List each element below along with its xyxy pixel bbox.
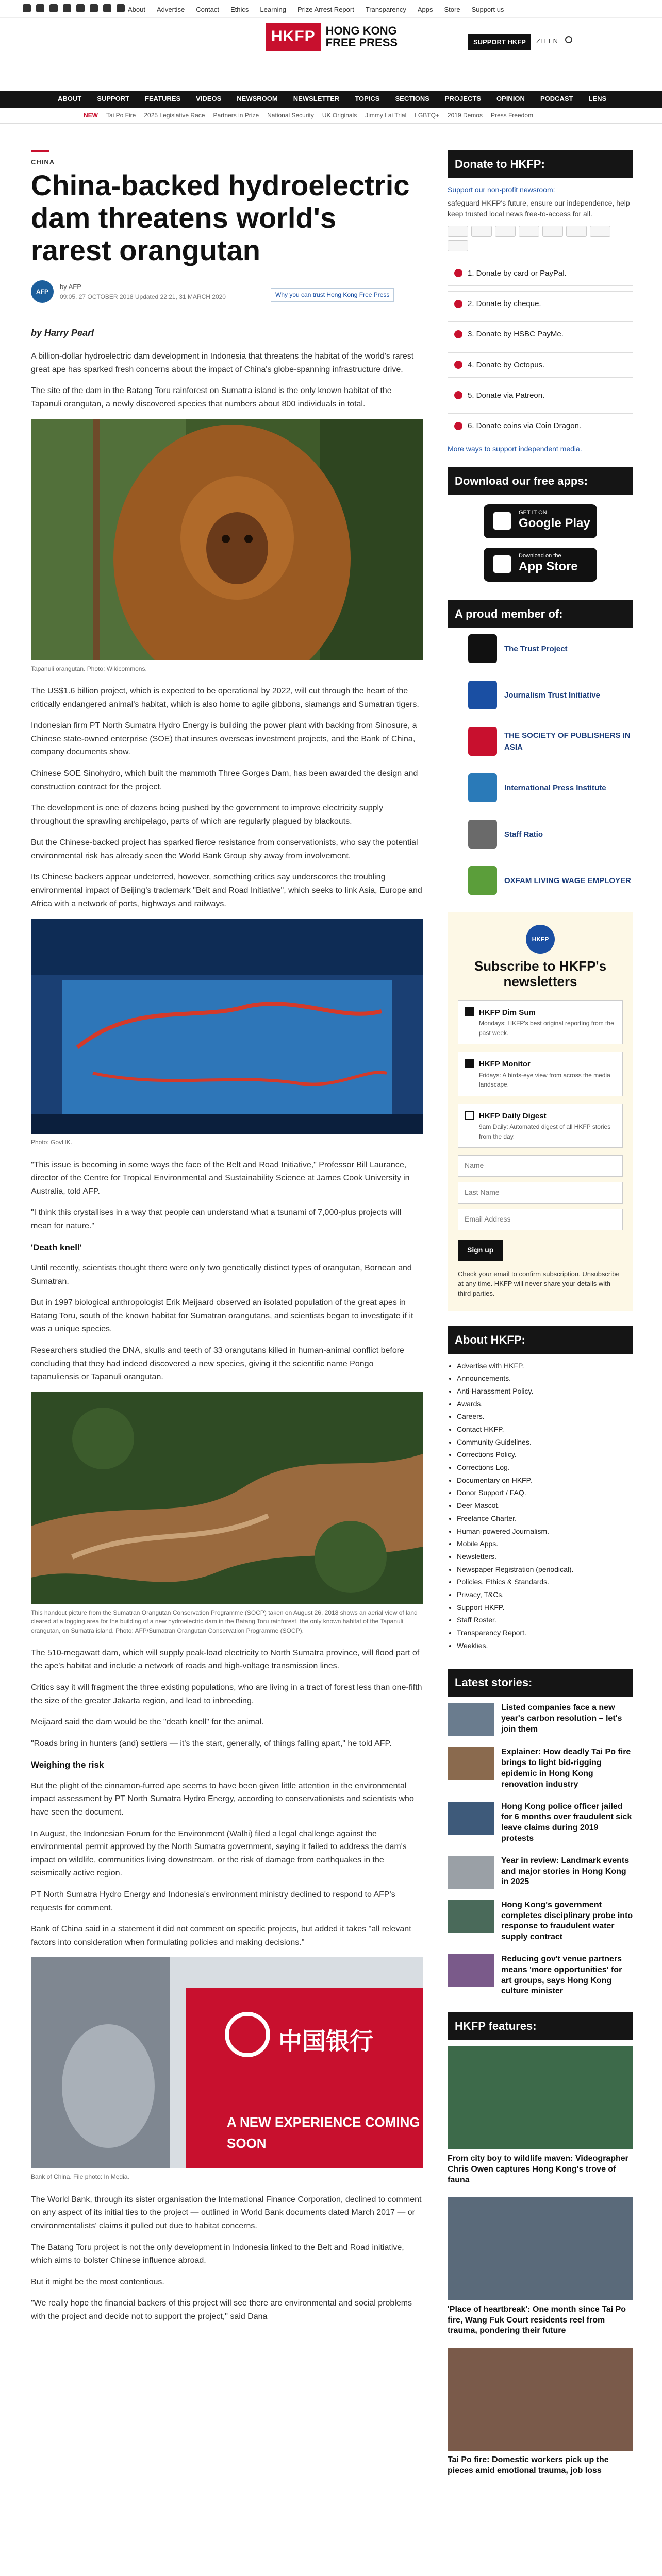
about-link[interactable]: • Weeklies. — [457, 1640, 633, 1652]
article-paragraph: Until recently, scientists thought there were only two genetically distinct types of orangutan, Bornean and Sumatran. — [31, 1263, 412, 1286]
newsletter-option[interactable] — [458, 1052, 623, 1096]
member-name: Staff Ratio — [504, 829, 543, 839]
newsletter-option-desc: Mondays: HKFP's best original reporting from the past week. — [479, 1020, 614, 1037]
about-link[interactable]: • Support HKFP. — [457, 1602, 633, 1614]
app-store-line1: Download on the — [519, 553, 561, 560]
about-link[interactable]: • Staff Roster. — [457, 1615, 633, 1626]
more-ways-link[interactable]: More ways to support independent media. — [448, 445, 582, 453]
article-paragraph: The Batang Toru project is not the only development in Indonesia linked to the Belt and Road initiative, which aims to bolster Chinese influence abroad. — [31, 2243, 404, 2265]
story-title[interactable]: Listed companies face a new year's carbon resolution – let's join them — [501, 1703, 622, 1734]
image-caption-3: This handout picture from the Sumatran Orangutan Conservation Programme (SOCP) taken on August 26, 2018 shows an aerial view of land cleared at a logging area for the building of a new hydroelectric dam in the Batang Toru rainforest, the only known habitat of the Tapanuli orangutan, on Sumatra island. Photo: AFP/Sumatran Orangutan Conservation Programme (SOCP). — [31, 1608, 418, 1634]
paragraph-group-1 — [31, 350, 423, 411]
threads-icon[interactable] — [63, 4, 71, 12]
newsletter-checkbox[interactable] — [465, 1059, 474, 1068]
newsletter-title: Subscribe to HKFP's newsletters — [474, 958, 607, 990]
member-logo — [468, 773, 497, 802]
latest-story[interactable] — [448, 1802, 633, 1844]
article-paragraph: But in 1997 biological anthropologist Erik Meijaard observed an isolated population of the great apes in Batang Toru, south of the known habitat for Sumatran orangutans, and scientists began to investigate if it was a unique species. — [31, 1298, 413, 1334]
subheading-weighing-risk: Weighing the risk — [31, 1760, 104, 1770]
facebook-icon[interactable] — [23, 4, 31, 12]
newsletter-option-desc: 9am Daily: Automated digest of all HKFP stories from the day. — [479, 1123, 611, 1140]
newsletter-option-title: HKFP Monitor — [479, 1060, 531, 1069]
apps-title: Download our free apps: — [448, 467, 633, 495]
article-headline: China-backed hydroelectric dam threatens world's rarest orangutan — [31, 169, 410, 266]
newsletter-checkbox[interactable] — [465, 1111, 474, 1120]
member-title: A proud member of: — [448, 600, 633, 628]
top-link[interactable]: Advertise — [156, 6, 185, 13]
feature-story[interactable] — [448, 2046, 633, 2185]
paragraph-group-7 — [31, 2193, 423, 2324]
donate-option[interactable] — [448, 321, 633, 347]
feature-title[interactable]: From city boy to wildlife maven: Videographer Chris Owen captures Hong Kong's trove of fauna — [448, 2154, 628, 2184]
article-paragraph: Chinese SOE Sinohydro, which built the mammoth Three Gorges Dam, has been awarded the design and construction contract for the project. — [31, 769, 418, 791]
kicker-bar — [31, 150, 49, 152]
trending-item[interactable]: Jimmy Lai Trial — [365, 112, 407, 120]
nav-item[interactable]: SUPPORT — [97, 94, 130, 103]
article-paragraph: The US$1.6 billion project, which is expected to be operational by 2022, will cut through the heart of the critically endangered animal's habitat, which is also home to agile gibbons, siamangs and Sumatran tigers. — [31, 686, 419, 709]
latest-title: Latest stories: — [448, 1669, 633, 1697]
article-paragraph: Researchers studied the DNA, skulls and teeth of 33 orangutans killed in human-animal conflict before concluding that they had indeed discovered a new species, giving it the scientific name Pongo tapanuliensis or Tapanuli orangutan. — [31, 1346, 404, 1382]
nav-item[interactable]: PROJECTS — [444, 94, 482, 103]
donate-option-icon — [454, 330, 462, 338]
member-item[interactable] — [468, 634, 633, 663]
nav-item[interactable]: NEWSLETTER — [293, 94, 340, 103]
paragraph-group-4 — [31, 1262, 423, 1384]
about-link[interactable]: • Anti-Harassment Policy. — [457, 1386, 633, 1397]
why-trust-link[interactable]: Why you can trust Hong Kong Free Press — [271, 288, 394, 302]
member-name: Journalism Trust Initiative — [504, 690, 600, 700]
youtube-icon[interactable] — [90, 4, 98, 12]
donate-option-label: 5. Donate via Patreon. — [468, 391, 545, 400]
lang-en[interactable]: EN — [549, 37, 558, 45]
bluesky-icon[interactable] — [76, 4, 85, 12]
sign-up-button[interactable]: Sign up — [458, 1240, 503, 1261]
about-link[interactable]: • Freelance Charter. — [457, 1513, 633, 1524]
donate-option-icon — [454, 391, 462, 399]
story-title[interactable]: Explainer: How deadly Tai Po fire brings to light bid-rigging epidemic in Hong Kong renovation industry — [501, 1748, 631, 1789]
author-avatar[interactable]: AFP — [31, 280, 54, 303]
app-store-line2: App Store — [519, 560, 578, 574]
google-play-button[interactable] — [484, 504, 597, 538]
instagram-icon[interactable] — [49, 4, 58, 12]
about-link[interactable]: • Human-powered Journalism. — [457, 1526, 633, 1537]
about-link[interactable]: • Community Guidelines. — [457, 1437, 633, 1448]
about-link[interactable]: • Corrections Policy. — [457, 1449, 633, 1461]
nav-item[interactable]: PODCAST — [540, 94, 573, 103]
member-name: THE SOCIETY OF PUBLISHERS IN ASIA — [504, 731, 631, 752]
member-name: International Press Institute — [504, 783, 606, 792]
article-paragraph: The 510-megawatt dam, which will supply peak-load electricity to North Sumatra province, will flood part of the ape's habitat and include a network of roads and high-voltage transmission lines. — [31, 1648, 420, 1671]
logo-text — [326, 25, 398, 48]
about-link[interactable]: • Contact HKFP. — [457, 1424, 633, 1435]
googlepay-icon — [566, 226, 587, 237]
image-caption-2: Photo: GovHK. — [31, 1139, 73, 1146]
newsletter-options — [458, 1000, 623, 1148]
search-input[interactable] — [598, 4, 634, 13]
story-title[interactable]: Hong Kong police officer jailed for 6 months over fraudulent sick leave claims during 2019 protests — [501, 1802, 632, 1843]
trending-bar — [0, 108, 662, 124]
about-link[interactable]: • Documentary on HKFP. — [457, 1475, 633, 1486]
nav-item[interactable]: NEWSROOM — [237, 94, 278, 103]
member-item[interactable] — [468, 773, 633, 802]
byline — [31, 278, 423, 306]
lang-zh[interactable]: ZH — [536, 37, 545, 45]
donate-option-icon — [454, 361, 462, 369]
logo-line1: HONG KONG — [325, 24, 397, 38]
feature-image[interactable] — [448, 2348, 633, 2451]
article-paragraph: But it might be the most contentious. — [31, 2277, 164, 2286]
donate-option[interactable] — [448, 413, 633, 438]
email-icon[interactable] — [103, 4, 111, 12]
top-strip — [0, 0, 662, 18]
mastercard-icon — [448, 226, 468, 237]
social-links — [23, 4, 125, 12]
orangutan-photo — [31, 419, 423, 660]
article-paragraph: In August, the Indonesian Forum for the Environment (Walhi) filed a legal challenge against the environmental permit approved by the North Sumatra government, saying it failed to address the dam's impact on wildlife, communities living downstream, or the risk of damage from earthquakes in the seismically active region. — [31, 1829, 407, 1878]
trending-item[interactable]: UK Originals — [322, 112, 357, 120]
about-link[interactable]: • Policies, Ethics & Standards. — [457, 1577, 633, 1588]
rss-icon[interactable] — [117, 4, 125, 12]
article-paragraph: But the Chinese-backed project has sparked fierce resistance from conservationists, who say the potential environmental risk has already seen the World Bank Group shy away from involvement. — [31, 838, 418, 860]
article-paragraph: A billion-dollar hydroelectric dam development in Indonesia that threatens the habitat of the world's rarest great ape has sparked fresh concerns about the impact of China's globe-spanning infrastructure drive. — [31, 352, 414, 374]
trending-label: NEW — [84, 112, 98, 120]
member-list — [448, 634, 633, 895]
latest-stories — [448, 1703, 633, 1997]
octopus-icon — [448, 240, 468, 251]
amex-icon — [495, 226, 516, 237]
top-links — [128, 5, 504, 15]
about-list — [448, 1361, 633, 1652]
member-name: OXFAM LIVING WAGE EMPLOYER — [504, 876, 631, 885]
story-title[interactable]: Year in review: Landmark events and major stories in Hong Kong in 2025 — [501, 1856, 630, 1887]
story-title[interactable]: Hong Kong's government completes disciplinary probe into response to fraudulent water supply contract — [501, 1900, 633, 1942]
member-item[interactable] — [468, 681, 633, 709]
story-thumbnail[interactable] — [448, 1802, 494, 1835]
email-input[interactable]: Email Address — [458, 1209, 623, 1230]
latest-story[interactable] — [448, 1900, 633, 1943]
about-link[interactable]: • Transparency Report. — [457, 1628, 633, 1639]
latest-story[interactable] — [448, 1856, 633, 1889]
top-link[interactable]: Support us — [471, 6, 504, 13]
payment-methods — [448, 226, 633, 251]
article-paragraph: Bank of China said in a statement it did not comment on specific projects, but added it takes "all relevant factors into consideration when formulating policies and making decisions." — [31, 1925, 411, 1947]
nav-item[interactable]: TOPICS — [355, 94, 380, 103]
top-link[interactable]: Contact — [196, 6, 219, 13]
article-author: by Harry Pearl — [31, 328, 94, 338]
about-link[interactable]: • Mobile Apps. — [457, 1538, 633, 1550]
member-item[interactable] — [468, 820, 633, 849]
byline-dates: 09:05, 27 OCTOBER 2018 Updated 22:21, 31 MARCH 2020 — [60, 293, 226, 301]
paragraph-group-6 — [31, 1780, 423, 1950]
aerial-logging-photo — [31, 1392, 423, 1604]
google-play-icon — [493, 512, 511, 530]
about-link[interactable]: • Donor Support / FAQ. — [457, 1487, 633, 1499]
about-link[interactable]: • Careers. — [457, 1411, 633, 1422]
newsletter-option-title: HKFP Dim Sum — [479, 1008, 536, 1017]
paragraph-group-3 — [31, 1159, 423, 1233]
belt-road-map-photo — [31, 919, 423, 1134]
top-link[interactable]: Store — [444, 6, 460, 13]
paragraph-group-5 — [31, 1647, 423, 1751]
features-title: HKFP features: — [448, 2012, 633, 2040]
member-logo — [468, 634, 497, 663]
feature-title[interactable]: 'Place of heartbreak': One month since Tai Po fire, Wang Fuk Court residents reel from trauma, pondering their future — [448, 2304, 626, 2335]
donate-option-icon — [454, 422, 462, 430]
top-link[interactable]: Ethics — [230, 6, 249, 13]
newsletter-option-title: HKFP Daily Digest — [479, 1111, 547, 1121]
bank-of-china-image — [31, 1957, 423, 2168]
donate-option-icon — [454, 269, 462, 277]
donate-option[interactable] — [448, 352, 633, 378]
trending-item[interactable]: National Security — [267, 112, 314, 120]
feature-story[interactable] — [448, 2348, 633, 2477]
article-paragraph: Meijaard said the dam would be the "death knell" for the animal. — [31, 1718, 264, 1727]
member-logo — [468, 866, 497, 895]
trending-item[interactable]: LGBTQ+ — [415, 112, 439, 120]
latest-story[interactable] — [448, 1747, 633, 1790]
donate-text: safeguard HKFP's future, ensure our independence, help keep trusted local news free-to-access for all. — [448, 198, 630, 218]
article-paragraph: "We really hope the financial backers of this project will see there are environmental and social problems with the project and decide not to support the project," said Dana — [31, 2299, 412, 2321]
google-play-line2: Google Play — [519, 516, 590, 531]
donate-option-icon — [454, 300, 462, 308]
main-nav — [0, 90, 662, 108]
feature-story[interactable] — [448, 2197, 633, 2336]
masthead — [0, 18, 662, 91]
donate-options — [448, 261, 633, 439]
latest-story[interactable] — [448, 1703, 633, 1736]
apple-icon — [493, 555, 511, 573]
donate-support-link[interactable]: Support our non-profit newsroom: — [448, 185, 555, 194]
newsletter-box — [448, 912, 633, 1311]
trending-item[interactable]: 2019 Demos — [447, 112, 483, 120]
visa-icon — [471, 226, 492, 237]
member-logo — [468, 681, 497, 709]
article-paragraph: "Roads bring in hunters (and) settlers — it's the start, generally, of things falling apart," he told AFP. — [31, 1739, 392, 1748]
nav-item[interactable]: OPINION — [496, 94, 525, 103]
donate-option-label: 4. Donate by Octopus. — [468, 360, 545, 369]
trending-item[interactable]: Partners in Prize — [213, 112, 259, 120]
donate-option-label: 2. Donate by cheque. — [468, 299, 541, 309]
donate-option-label: 1. Donate by card or PayPal. — [468, 268, 567, 278]
article-paragraph: PT North Sumatra Hydro Energy and Indonesia's environment ministry declined to respond to AFP's requests for comment. — [31, 1890, 395, 1912]
member-logo — [468, 820, 497, 849]
byline-text — [60, 282, 226, 302]
aerial-logging-image — [31, 1392, 423, 1604]
top-link[interactable]: Transparency — [365, 6, 406, 13]
article-paragraph: The development is one of dozens being pushed by the government to improve electricity supply throughout the sprawling archipelago, parts of which are regularly plagued by blackouts. — [31, 804, 384, 826]
feature-image[interactable] — [448, 2197, 633, 2300]
donate-option[interactable] — [448, 383, 633, 408]
feature-image[interactable] — [448, 2046, 633, 2149]
about-link[interactable]: • Newsletters. — [457, 1551, 633, 1563]
last-name-input[interactable]: Last Name — [458, 1182, 623, 1204]
nav-item[interactable]: SECTIONS — [395, 94, 429, 103]
article-paragraph: "I think this crystallises in a way that people can understand what a tsunami of 7,000-plus projects will mean for nature." — [31, 1208, 402, 1231]
donate-option[interactable] — [448, 261, 633, 286]
newsletter-option[interactable] — [458, 1104, 623, 1148]
member-item[interactable] — [468, 727, 633, 756]
article-paragraph: Its Chinese backers appear undeterred, however, something critics say underscores the troubling environmental impact of Beijing's trademark "Belt and Road Initiative", which seeks to link Asia, Europe and Africa with a network of ports, highways and railways. — [31, 873, 422, 908]
donate-title: Donate to HKFP: — [448, 150, 633, 178]
newsletter-option-desc: Fridays: A birds-eye view from across the media landscape. — [479, 1071, 610, 1089]
image-caption-1: Tapanuli orangutan. Photo: Wikicommons. — [31, 665, 147, 672]
nav-item[interactable]: VIDEOS — [196, 94, 222, 103]
orangutan-image — [31, 419, 423, 660]
applepay-icon — [542, 226, 563, 237]
top-link[interactable]: Learning — [260, 6, 287, 13]
twitter-icon[interactable] — [36, 4, 44, 12]
image-caption-4: Bank of China. File photo: In Media. — [31, 2173, 129, 2181]
member-name: The Trust Project — [504, 644, 568, 653]
logo-line2: FREE PRESS — [325, 36, 398, 49]
trending-item[interactable]: 2025 Legislative Race — [144, 112, 205, 120]
article-category[interactable]: CHINA — [31, 158, 55, 166]
article-paragraph: The World Bank, through its sister organisation the International Finance Corporation, declined to comment on any aspect of its initial ties to the project — outlined in World Bank documents dated March 2017 — or environmentalists' claims it pulled out due to habitat concerns. — [31, 2195, 422, 2230]
story-thumbnail[interactable] — [448, 1856, 494, 1889]
top-link[interactable]: Prize Arrest Report — [297, 6, 354, 13]
article-paragraph: But the plight of the cinnamon-furred ape seems to have been given little attention in the environmental impact assessment by PT North Sumatra Hydro Energy, according to conservationists and scientists who have seen the document. — [31, 1781, 414, 1817]
member-item[interactable] — [468, 866, 633, 895]
nav-item[interactable]: LENS — [588, 94, 607, 103]
story-thumbnail[interactable] — [448, 1900, 494, 1933]
newsletter-logo: HKFP — [526, 925, 555, 954]
about-title: About HKFP: — [448, 1326, 633, 1354]
article-paragraph: Critics say it will fragment the three existing populations, who are living in a tract of forest less than one-fifth the size of the greater Jakarta region, and lead to inbreeding. — [31, 1683, 422, 1705]
story-thumbnail[interactable] — [448, 1954, 494, 1987]
app-store-button[interactable] — [484, 548, 597, 582]
donate-option-label: 6. Donate coins via Coin Dragon. — [468, 421, 582, 431]
about-link[interactable]: • Awards. — [457, 1399, 633, 1410]
newsletter-checkbox[interactable] — [465, 1007, 474, 1016]
sidebar — [448, 150, 633, 2488]
article-paragraph: The site of the dam in the Batang Toru rainforest on Sumatra island is the only known habitat of the Tapanuli orangutan, a newly discovered species that numbers about 800 individuals in total. — [31, 386, 392, 409]
story-thumbnail[interactable] — [448, 1747, 494, 1780]
bank-sign-text: 中国银行 — [278, 2027, 373, 2056]
top-link[interactable]: Apps — [417, 6, 433, 13]
article-paragraph: "This issue is becoming in some ways the face of the Belt and Road Initiative," Professor Bill Laurance, director of the Centre for Tropical Environmental and Sustainability Science at James Cook University in Australia, told AFP. — [31, 1160, 410, 1196]
top-link[interactable]: About — [128, 6, 145, 13]
nav-item[interactable]: FEATURES — [145, 94, 181, 103]
article — [31, 150, 423, 2331]
subheading-death-knell: 'Death knell' — [31, 1242, 82, 1252]
about-link[interactable]: • Corrections Log. — [457, 1462, 633, 1473]
nav-item[interactable]: ABOUT — [58, 94, 82, 103]
story-thumbnail[interactable] — [448, 1703, 494, 1736]
about-link[interactable]: • Privacy, T&Cs. — [457, 1589, 633, 1601]
donate-option-label: 3. Donate by HSBC PayMe. — [468, 330, 564, 339]
newsletter-option[interactable] — [458, 1000, 623, 1044]
belt-road-image — [31, 919, 423, 1134]
about-link[interactable]: • Advertise with HKFP. — [457, 1361, 633, 1372]
paypal-icon — [519, 226, 539, 237]
trending-item[interactable]: Press Freedom — [490, 112, 533, 120]
support-hkfp-button[interactable]: SUPPORT HKFP — [468, 34, 531, 50]
search-icon[interactable] — [565, 36, 572, 43]
trending-item[interactable]: Tai Po Fire — [106, 112, 136, 120]
about-link[interactable]: • Announcements. — [457, 1373, 633, 1384]
latest-story[interactable] — [448, 1954, 633, 1997]
about-link[interactable]: • Deer Mascot. — [457, 1500, 633, 1512]
feature-title[interactable]: Tai Po fire: Domestic workers pick up the pieces amid emotional trauma, job loss — [448, 2455, 609, 2475]
name-input[interactable]: Name — [458, 1155, 623, 1177]
logo-mark: HKFP — [266, 23, 321, 51]
google-play-line1: GET IT ON — [519, 510, 547, 516]
payme-icon — [590, 226, 610, 237]
about-link[interactable]: • Newspaper Registration (periodical). — [457, 1564, 633, 1575]
bank-banner-text: A NEW EXPERIENCE COMING SOON — [227, 2114, 420, 2151]
story-title[interactable]: Reducing gov't venue partners means 'more opportunities' for art groups, says Hong Kong culture minister — [501, 1955, 622, 1996]
paragraph-group-2 — [31, 685, 423, 910]
article-paragraph: Indonesian firm PT North Sumatra Hydro Energy is building the power plant with backing from Sinosure, a Chinese state-owned enterprise (SOE) that insures overseas investment projects, and the Bank of China, company documents show. — [31, 721, 417, 757]
hkfp-logo[interactable] — [266, 23, 398, 51]
feature-stories — [448, 2046, 633, 2476]
member-logo — [468, 727, 497, 756]
donate-option[interactable] — [448, 291, 633, 316]
byline-author[interactable]: by AFP — [60, 282, 81, 291]
newsletter-note: Check your email to confirm subscription. Unsubscribe at any time. HKFP will never share your details with third parties. — [458, 1269, 620, 1297]
